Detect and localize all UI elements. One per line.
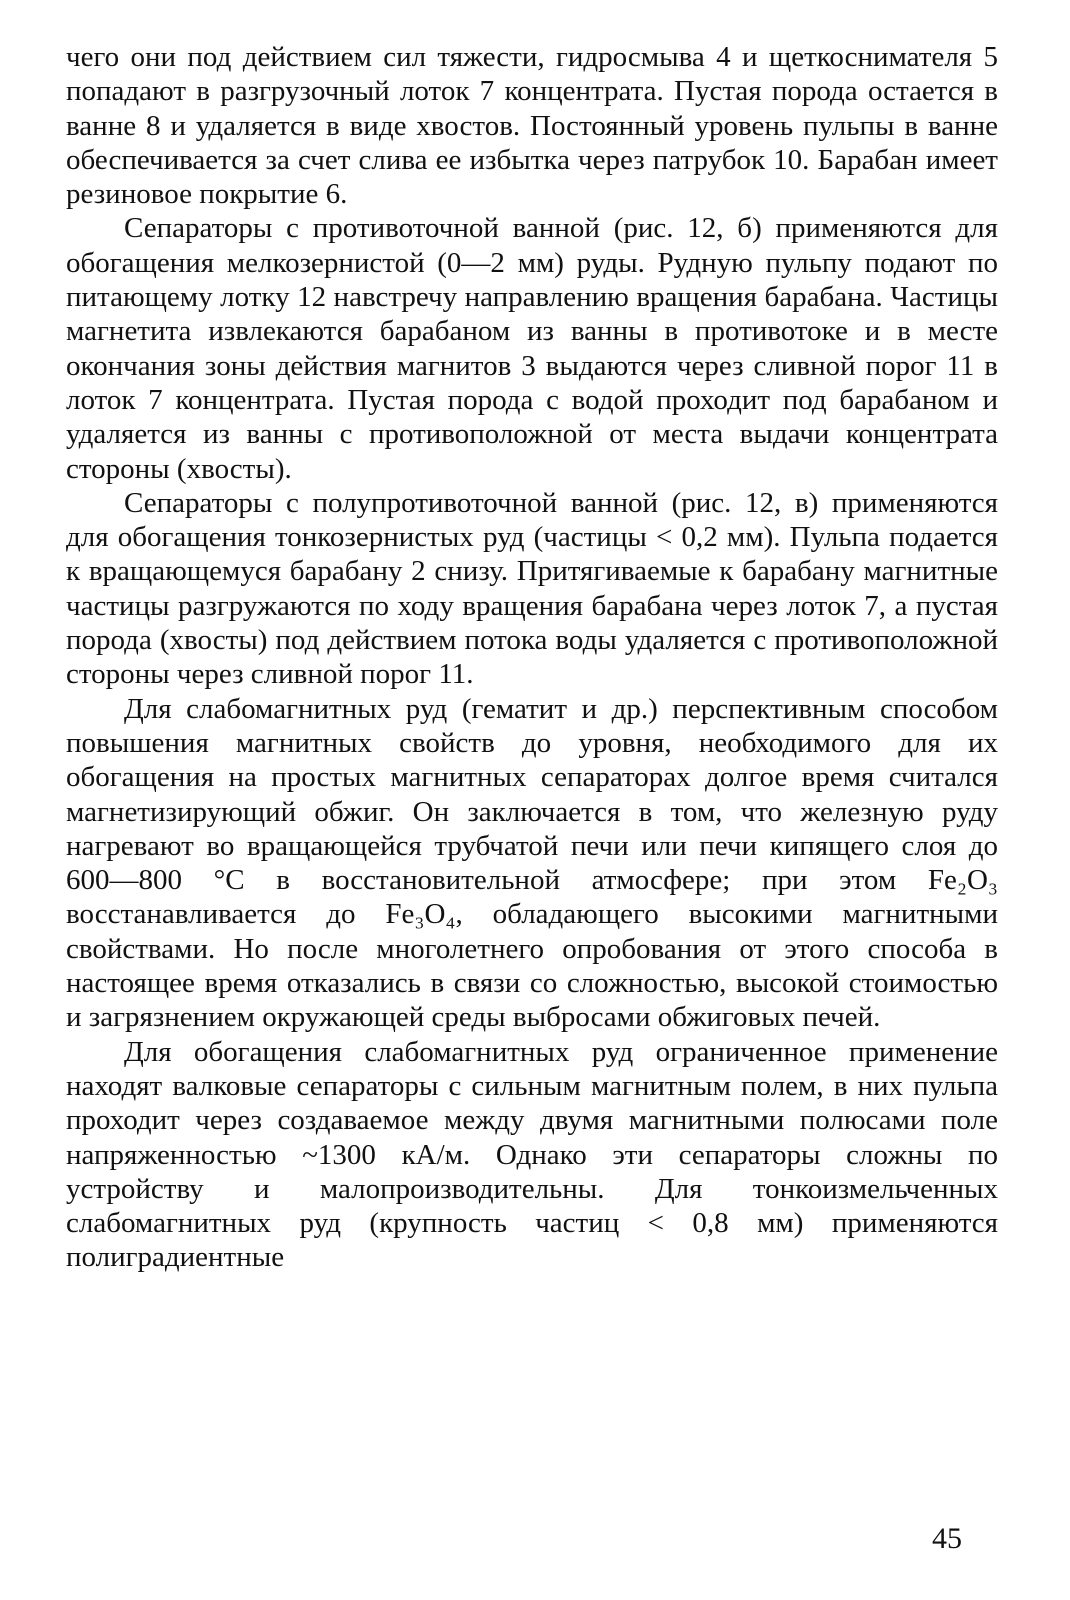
page-body: [66, 40, 998, 1275]
paragraph-3: Сепараторы с полупротивоточной ванной (рис. 12, в) применяются для обогащения тонкозернистых руд (частицы < 0,2 мм). Пульпа подается к вращающемуся барабану 2 снизу. Притягиваемые к барабану магнитные частицы разгружаются по ходу вращения барабана через лоток 7, а пустая порода (хвосты) под действием потока воды удаляется с противоположной стороны через сливной порог 11.: [66, 486, 998, 691]
paragraph-5: Для обогащения слабомагнитных руд ограниченное применение находят валковые сепараторы с сильным магнитным полем, в них пульпа проходит через создаваемое между двумя магнитными полюсами поле напряженностью ~1300 кА/м. Однако эти сепараторы сложны по устройству и малопроизводительны. Для тонкоизмельченных слабомагнитных руд (крупность частиц < 0,8 мм) применяются полиградиентные: [66, 1035, 998, 1274]
paragraph-2: Сепараторы с противоточной ванной (рис. 12, б) применяются для обогащения мелкозернистой (0—2 мм) руды. Рудную пульпу подают по питающему лотку 12 навстречу направлению вращения барабана. Частицы магнетита извлекаются барабаном из ванны в противотоке и в месте окончания зоны действия магнитов 3 выдаются через сливной порог 11 в лоток 7 концентрата. Пустая порода с водой проходит под барабаном и удаляется из ванны с противоположной от места выдачи концентрата стороны (хвосты).: [66, 212, 998, 485]
page-number: 45: [932, 1522, 962, 1555]
paragraph-1: чего они под действием сил тяжести, гидросмыва 4 и щеткоснимателя 5 попадают в разгрузочный лоток 7 концентрата. Пустая порода остается в ванне 8 и удаляется в виде хвостов. Постоянный уровень пульпы в ванне обеспечивается за счет слива ее избытка через патрубок 10. Барабан имеет резиновое покрытие 6.: [66, 41, 998, 211]
page-number-wrapper: [0, 1522, 1070, 1556]
paragraph-4: Для слабомагнитных руд (гематит и др.) перспективным способом повышения магнитных свойств до уровня, необходимого для их обогащения на простых магнитных сепараторах долгое время считался магнетизирующий обжиг. Он заключается в том, что железную руду нагревают во вращающейся трубчатой печи или печи кипящего слоя до 600—800 °С в восстановительной атмосфере; при этом Fe₂O₃ восстанавливается до Fe₃O₄, обладающего высокими магнитными свойствами. Но после многолетнего опробования от этого способа в настоящее время отказались в связи со сложностью, высокой стоимостью и загрязнением окружающей среды выбросами обжиговых печей.: [66, 692, 998, 1034]
